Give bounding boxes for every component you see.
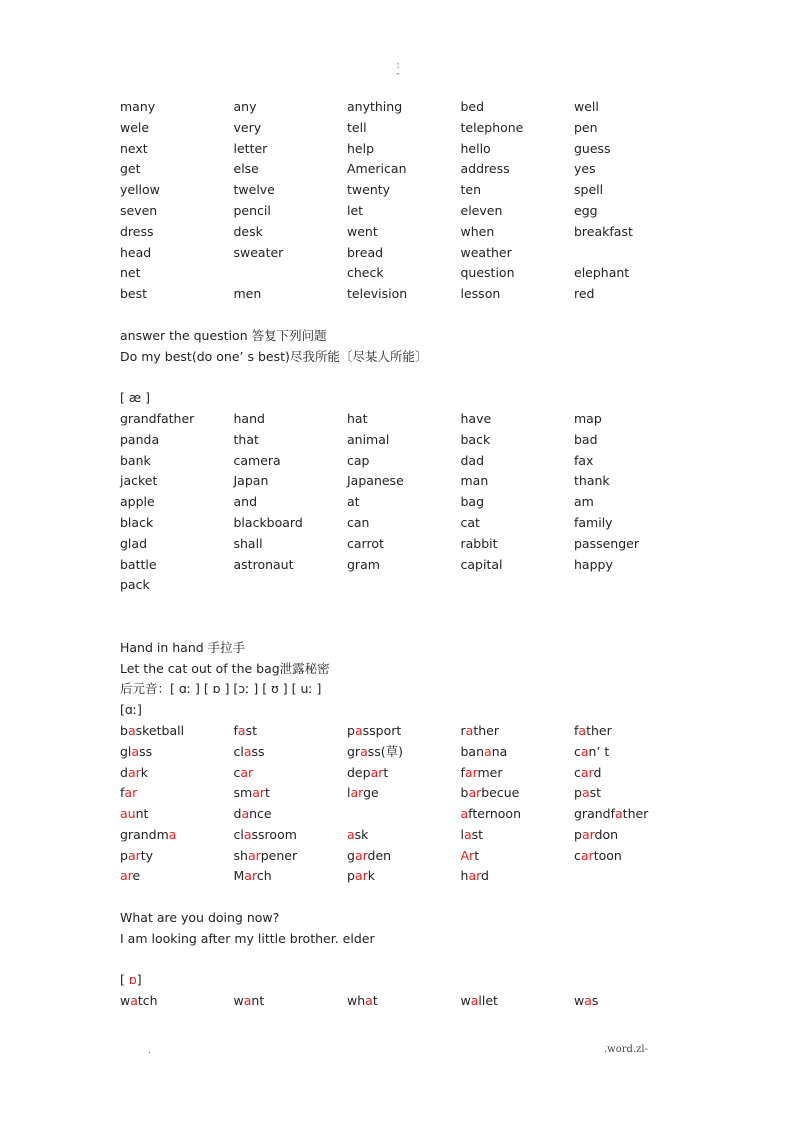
word-cell: grandfather xyxy=(574,806,649,822)
word-cell: seven xyxy=(120,202,158,218)
word-cell: cap xyxy=(347,452,370,468)
word-cell: anything xyxy=(347,99,403,114)
word-row xyxy=(120,263,680,284)
word-cell: barbecue xyxy=(460,785,520,801)
word-cell: pencil xyxy=(233,202,271,218)
highlighted-letters: ar xyxy=(468,785,482,801)
word-cell: telephone xyxy=(460,119,524,135)
word-row xyxy=(120,783,680,804)
word-cell: hat xyxy=(347,410,368,426)
word-cell: basketball xyxy=(120,722,185,738)
word-cell: pardon xyxy=(574,826,619,842)
word-row xyxy=(120,243,680,264)
word-cell: battle xyxy=(120,556,157,572)
word-cell: best xyxy=(120,286,148,302)
word-cell: can’ t xyxy=(574,743,610,759)
highlighted-letters: ar xyxy=(468,868,482,884)
word-cell xyxy=(234,575,348,596)
word-cell: card xyxy=(574,764,602,780)
word-cell: bed xyxy=(460,99,485,114)
word-cell: very xyxy=(233,119,262,135)
word-row xyxy=(120,804,680,825)
word-cell: yellow xyxy=(120,182,160,198)
word-cell: letter xyxy=(233,140,268,156)
word-row xyxy=(120,492,680,513)
word-cell: can xyxy=(347,514,370,530)
word-cell: glad xyxy=(120,535,148,551)
word-cell: guess xyxy=(574,140,611,156)
word-cell: desk xyxy=(233,223,263,239)
word-cell: hard xyxy=(460,868,489,884)
phrase-line: Do my best(do one’ s best)尽我所能〔尽某人所能〕 xyxy=(120,348,428,364)
word-cell: and xyxy=(233,494,258,510)
word-row xyxy=(120,159,680,180)
word-cell: tell xyxy=(347,119,367,135)
word-cell: men xyxy=(233,286,262,302)
word-cell: are xyxy=(120,868,141,884)
word-row xyxy=(120,97,680,118)
word-cell: passport xyxy=(347,722,402,738)
word-cell: pen xyxy=(574,119,598,135)
highlighted-letters: a xyxy=(584,993,592,1009)
header-mark-top: : xyxy=(396,61,400,71)
highlighted-letters: a xyxy=(360,743,368,759)
highlighted-letters: a xyxy=(243,826,252,842)
highlighted-letters: Ar xyxy=(460,847,475,863)
word-cell: glass xyxy=(120,743,153,759)
word-row xyxy=(120,430,680,451)
word-cell: dance xyxy=(233,806,272,822)
highlighted-letters: a xyxy=(168,826,177,842)
highlighted-letters: ar xyxy=(370,764,384,780)
word-cell: question xyxy=(460,265,515,281)
highlighted-letters: ar xyxy=(581,826,595,842)
word-row xyxy=(120,201,680,222)
highlighted-letters: ar xyxy=(244,868,257,884)
word-cell: dark xyxy=(120,764,148,780)
word-cell: am xyxy=(574,494,594,510)
word-cell: last xyxy=(460,826,484,842)
word-row xyxy=(120,721,680,742)
highlighted-letters: a xyxy=(615,806,623,822)
word-cell: cartoon xyxy=(574,847,622,863)
word-cell: have xyxy=(460,410,492,426)
word-row xyxy=(120,846,680,867)
word-cell: get xyxy=(120,161,141,177)
word-cell: black xyxy=(120,514,154,530)
word-cell xyxy=(234,263,348,284)
word-cell: at xyxy=(347,494,360,510)
word-cell: gram xyxy=(347,556,380,572)
phonetic-heading: [ɑː] xyxy=(120,702,142,718)
word-cell: bread xyxy=(347,244,384,260)
word-row xyxy=(120,534,680,555)
highlighted-letters: ar xyxy=(350,785,364,801)
word-cell: depart xyxy=(347,764,389,780)
word-cell: capital xyxy=(460,556,503,572)
word-cell: yes xyxy=(574,161,596,177)
highlighted-letters: a xyxy=(131,743,140,759)
word-cell: what xyxy=(347,993,378,1009)
word-cell: fast xyxy=(233,722,257,738)
word-cell: garden xyxy=(347,847,392,863)
word-cell: sweater xyxy=(233,244,284,260)
word-cell xyxy=(574,866,688,887)
word-row xyxy=(120,118,680,139)
word-cell: breakfast xyxy=(574,223,633,239)
word-cell: ten xyxy=(460,182,482,198)
word-row xyxy=(120,222,680,243)
word-cell: blackboard xyxy=(233,514,303,530)
word-cell: jacket xyxy=(120,473,158,489)
highlighted-letters: ar xyxy=(354,868,368,884)
word-cell: party xyxy=(120,847,154,863)
word-cell: well xyxy=(574,99,599,114)
spacer xyxy=(120,950,680,971)
word-cell: park xyxy=(347,868,375,884)
word-cell: weather xyxy=(460,244,512,260)
highlighted-letters: au xyxy=(120,806,136,822)
highlighted-letters: ar xyxy=(124,785,138,801)
word-cell: many xyxy=(120,99,156,114)
word-cell: Japanese xyxy=(347,473,404,489)
word-cell: wallet xyxy=(460,993,498,1009)
word-cell: spell xyxy=(574,182,604,198)
word-row xyxy=(120,763,680,784)
word-cell: American xyxy=(347,161,407,177)
word-cell: net xyxy=(120,265,141,281)
word-cell: when xyxy=(460,223,495,239)
word-cell: cat xyxy=(460,514,480,530)
word-cell: red xyxy=(574,286,595,302)
word-row xyxy=(120,825,680,846)
word-cell xyxy=(574,243,688,264)
word-cell: want xyxy=(233,993,265,1009)
word-cell: map xyxy=(574,410,602,426)
word-cell xyxy=(347,575,461,596)
word-cell: astronaut xyxy=(233,556,294,572)
word-cell: television xyxy=(347,286,408,302)
highlighted-letters: ar xyxy=(354,847,368,863)
highlighted-letters: a xyxy=(463,826,472,842)
highlighted-letters: a xyxy=(241,806,250,822)
word-cell: class xyxy=(233,743,265,759)
word-row xyxy=(120,742,680,763)
phrase-line: Hand in hand 手拉手 xyxy=(120,639,246,655)
word-cell: next xyxy=(120,140,148,156)
word-cell: Art xyxy=(460,847,480,863)
highlighted-letters: a xyxy=(465,722,474,738)
word-cell: ask xyxy=(347,826,369,842)
word-cell: help xyxy=(347,140,375,156)
highlighted-letters: ar xyxy=(127,847,141,863)
word-cell: March xyxy=(233,868,272,884)
word-cell: camera xyxy=(233,452,281,468)
word-cell: pack xyxy=(120,577,150,593)
highlighted-letters: ar xyxy=(580,764,594,780)
word-cell: happy xyxy=(574,556,613,572)
word-cell: went xyxy=(347,223,378,239)
word-cell: carrot xyxy=(347,535,384,551)
highlighted-letters: a xyxy=(243,743,252,759)
word-cell: bank xyxy=(120,452,151,468)
word-row xyxy=(120,555,680,576)
highlighted-letters: a xyxy=(578,722,587,738)
word-row xyxy=(120,991,680,1012)
word-cell: large xyxy=(347,785,379,801)
word-row xyxy=(120,139,680,160)
highlighted-letters: a xyxy=(237,722,246,738)
footer-right: .word.zl- xyxy=(604,1044,648,1055)
word-cell: sharpener xyxy=(233,847,298,863)
word-row xyxy=(120,284,680,305)
word-cell: elephant xyxy=(574,265,630,281)
word-row xyxy=(120,866,680,887)
highlighted-letters: a xyxy=(581,785,590,801)
word-cell xyxy=(347,804,461,825)
highlighted-letters: ar xyxy=(127,764,141,780)
word-cell: egg xyxy=(574,202,598,218)
word-cell: was xyxy=(574,993,599,1009)
word-row xyxy=(120,575,680,596)
spacer xyxy=(120,367,680,388)
word-cell: lesson xyxy=(460,286,501,302)
phrase-line: answer the question 答复下列问题 xyxy=(120,327,327,343)
word-cell: let xyxy=(347,202,364,218)
word-cell: that xyxy=(233,431,259,447)
word-cell: any xyxy=(233,99,257,114)
word-cell: watch xyxy=(120,993,158,1009)
word-cell: far xyxy=(120,785,138,801)
highlighted-letters: a xyxy=(127,722,136,738)
word-cell: fax xyxy=(574,452,594,468)
word-cell: check xyxy=(347,265,384,281)
highlighted-letters: a xyxy=(484,743,492,759)
phonetic-symbol: ɒ xyxy=(128,972,137,988)
word-row xyxy=(120,471,680,492)
word-cell: classroom xyxy=(233,826,297,842)
highlighted-letters: a xyxy=(130,993,138,1009)
word-row xyxy=(120,513,680,534)
highlighted-letters: ar xyxy=(240,764,254,780)
word-cell: grass(草) xyxy=(347,743,404,759)
word-row xyxy=(120,180,680,201)
phonetic-heading: [ ɒ] xyxy=(120,972,142,988)
word-cell: else xyxy=(233,161,259,177)
word-cell: grandma xyxy=(120,826,177,842)
word-cell: animal xyxy=(347,431,390,447)
highlighted-letters: a xyxy=(347,826,355,842)
header-mark-bottom: - xyxy=(396,69,400,79)
word-cell: family xyxy=(574,514,613,530)
word-cell: dad xyxy=(460,452,485,468)
highlighted-letters: a xyxy=(365,993,373,1009)
word-cell: dress xyxy=(120,223,154,239)
word-cell: father xyxy=(574,722,612,738)
spacer xyxy=(120,596,680,638)
word-cell: rabbit xyxy=(460,535,498,551)
footer-left: . xyxy=(148,1046,151,1056)
highlighted-letters: a xyxy=(354,722,363,738)
spacer xyxy=(120,305,680,326)
word-cell: passenger xyxy=(574,535,639,551)
highlighted-letters: a xyxy=(460,806,469,822)
word-row xyxy=(120,409,680,430)
word-cell: rather xyxy=(460,722,499,738)
word-cell: apple xyxy=(120,494,155,510)
phonetic-heading: [ æ ] xyxy=(120,390,150,406)
word-cell: grandfather xyxy=(120,410,195,426)
spacer xyxy=(120,887,680,908)
highlighted-letters: a xyxy=(580,743,589,759)
highlighted-letters: ar xyxy=(464,764,478,780)
word-cell: wele xyxy=(120,119,150,135)
word-row xyxy=(120,451,680,472)
word-cell: aunt xyxy=(120,806,149,822)
highlighted-letters: ar xyxy=(580,847,594,863)
word-cell: twelve xyxy=(233,182,275,198)
highlighted-letters: ar xyxy=(120,868,133,884)
word-cell: Japan xyxy=(233,473,269,489)
word-cell: car xyxy=(233,764,254,780)
word-cell: panda xyxy=(120,431,160,447)
highlighted-letters: a xyxy=(243,993,252,1009)
word-cell: thank xyxy=(574,473,610,489)
word-cell xyxy=(461,575,575,596)
word-cell: shall xyxy=(233,535,263,551)
word-cell: past xyxy=(574,785,602,801)
highlighted-letters: ar xyxy=(252,785,266,801)
word-cell: bad xyxy=(574,431,598,447)
word-cell: afternoon xyxy=(460,806,522,822)
word-cell: back xyxy=(460,431,491,447)
word-cell xyxy=(574,575,688,596)
phrase-line: 后元音：[ ɑː ] [ ɒ ] [ɔː ] [ ʊ ] [ uː ] xyxy=(120,681,322,697)
vocabulary-content xyxy=(120,97,680,1012)
word-cell: hello xyxy=(460,140,491,156)
word-cell: farmer xyxy=(460,764,503,780)
word-cell: address xyxy=(460,161,510,177)
word-cell: hand xyxy=(233,410,265,426)
phrase-line: What are you doing now? xyxy=(120,910,280,926)
highlighted-letters: a xyxy=(470,993,479,1009)
word-cell: smart xyxy=(233,785,270,801)
word-cell: twenty xyxy=(347,182,391,198)
phrase-line: I am looking after my little brother. elder xyxy=(120,930,375,946)
word-cell: banana xyxy=(460,743,508,759)
header-mark xyxy=(394,62,402,78)
phrase-line: Let the cat out of the bag泄露秘密 xyxy=(120,660,330,676)
word-cell: head xyxy=(120,244,152,260)
word-cell: bag xyxy=(460,494,485,510)
highlighted-letters: ar xyxy=(247,847,261,863)
word-cell: man xyxy=(460,473,489,489)
word-cell: eleven xyxy=(460,202,503,218)
